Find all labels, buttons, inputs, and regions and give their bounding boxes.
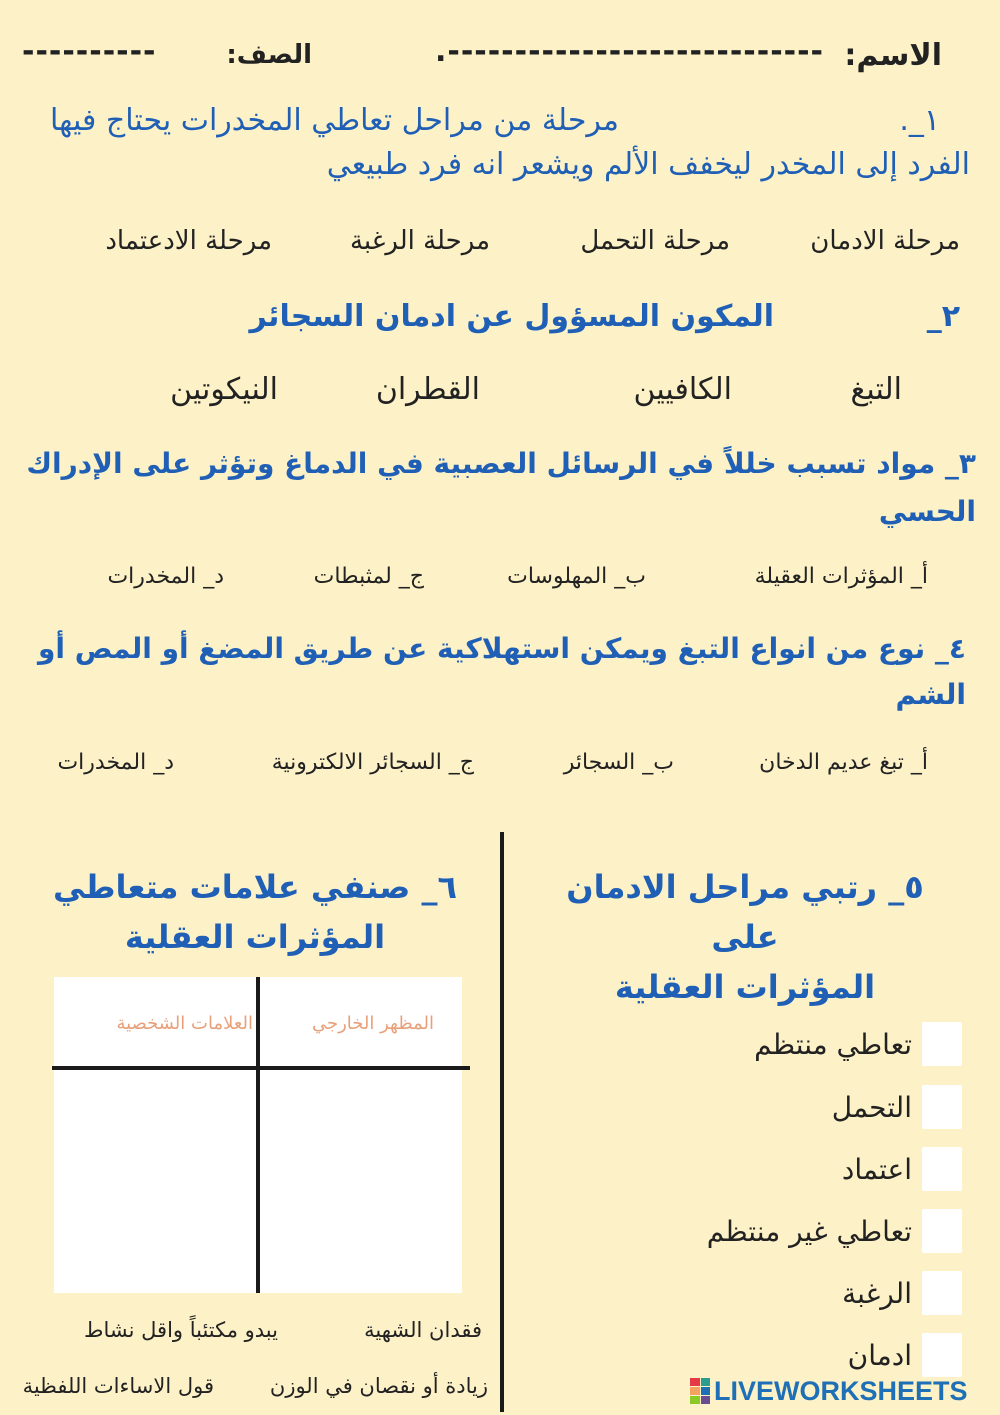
question-5-title-line1: ٥_ رتبي مراحل الادمان على — [566, 868, 924, 956]
question-5-title-line2: المؤثرات العقلية — [614, 968, 876, 1006]
question-2-text: المكون المسؤول عن ادمان السجائر — [249, 299, 774, 334]
rank-row-3 — [842, 1147, 962, 1191]
q4-option-b[interactable]: ب_ السجائر — [563, 750, 674, 775]
question-1-line1: مرحلة من مراحل تعاطي المخدرات يحتاج فيها — [50, 103, 620, 138]
question-5-title — [530, 862, 960, 1012]
question-6-title-line1: ٦_ صنفي علامات متعاطي — [53, 868, 457, 906]
drop-zone-appearance[interactable] — [262, 1070, 462, 1293]
question-6-title — [40, 862, 470, 962]
liveworksheets-brand: LIVEWORKSHEETS — [714, 1375, 968, 1406]
column-header-personal: العلامات الشخصية — [116, 1013, 253, 1034]
question-3-line2: الحسي — [878, 495, 976, 528]
question-2 — [25, 294, 970, 342]
drop-zone-personal[interactable] — [54, 1070, 256, 1293]
q3-option-c[interactable]: ج_ لمثبطات — [313, 564, 424, 589]
q3-option-b[interactable]: ب_ المهلوسات — [507, 564, 646, 589]
q4-option-d[interactable]: د_ المخدرات — [57, 750, 174, 775]
section-divider — [500, 832, 504, 1412]
question-2-number: ٢_ — [926, 299, 960, 334]
question-3 — [16, 440, 976, 536]
column-header-appearance: المظهر الخارجي — [311, 1013, 434, 1034]
question-4 — [16, 626, 966, 718]
rank-input-box[interactable] — [922, 1333, 962, 1377]
rank-input-box[interactable] — [922, 1022, 962, 1066]
rank-label: الرغبة — [842, 1276, 912, 1310]
rank-input-box[interactable] — [922, 1085, 962, 1129]
rank-input-box[interactable] — [922, 1209, 962, 1253]
drag-option[interactable]: يبدو مكتئباً واقل نشاط — [84, 1318, 278, 1342]
rank-input-box[interactable] — [922, 1147, 962, 1191]
question-3-line1: ٣_ مواد تسبب خللاً في الرسائل العصبية في الدماغ وتؤثر على الإدراك — [26, 447, 976, 480]
q2-option-1[interactable]: التبغ — [850, 372, 902, 407]
rank-row-6 — [848, 1333, 962, 1377]
question-1 — [25, 98, 970, 190]
drag-option[interactable]: قول الاساءات اللفظية — [22, 1374, 214, 1398]
student-info-header — [22, 34, 942, 78]
question-6-title-line2: المؤثرات العقلية — [124, 918, 386, 956]
name-label: الاسم: — [844, 38, 942, 73]
q3-option-a[interactable]: أ_ المؤثرات العقيلة — [754, 564, 928, 589]
rank-row-2 — [832, 1085, 962, 1129]
name-field[interactable]: ----------------------------. — [434, 34, 824, 69]
question-4-line2: الشم — [895, 678, 966, 711]
class-field[interactable]: ---------- — [22, 34, 157, 69]
rank-label: تعاطي غير منتظم — [706, 1214, 912, 1248]
question-1-line2: الفرد إلى المخدر ليخفف الألم ويشعر انه فرد طبيعي — [326, 147, 970, 182]
table-column-rule — [256, 977, 260, 1293]
rank-label: اعتماد — [841, 1152, 912, 1186]
rank-input-box[interactable] — [922, 1271, 962, 1315]
q1-option-1[interactable]: مرحلة الادمان — [810, 226, 960, 256]
q1-option-4[interactable]: مرحلة الادعتماد — [105, 226, 272, 256]
drag-option[interactable]: زيادة أو نقصان في الوزن — [269, 1374, 488, 1398]
rank-label: ادمان — [847, 1338, 912, 1372]
q2-option-2[interactable]: الكافيين — [633, 372, 732, 407]
rank-row-5 — [842, 1271, 962, 1315]
class-label: الصف: — [226, 40, 312, 70]
q2-option-4[interactable]: النيكوتين — [170, 372, 278, 407]
q4-option-c[interactable]: ج_ السجائر الالكترونية — [271, 750, 474, 775]
rank-row-1 — [754, 1022, 962, 1066]
rank-label: تعاطي منتظم — [754, 1027, 912, 1061]
q4-option-a[interactable]: أ_ تبغ عديم الدخان — [759, 750, 928, 775]
liveworksheets-logo[interactable] — [690, 1374, 968, 1408]
q1-option-3[interactable]: مرحلة الرغبة — [349, 226, 490, 256]
q3-option-d[interactable]: د_ المخدرات — [107, 564, 224, 589]
q1-option-2[interactable]: مرحلة التحمل — [580, 226, 730, 256]
rank-row-4 — [707, 1209, 962, 1253]
drag-option[interactable]: فقدان الشهية — [364, 1318, 482, 1342]
question-4-line1: ٤_ نوع من انواع التبغ ويمكن استهلاكية عن طريق المضغ أو المص أو — [37, 632, 966, 665]
q2-option-3[interactable]: القطران — [375, 372, 480, 407]
liveworksheets-logo-icon — [690, 1378, 710, 1404]
question-1-number: ١_. — [899, 103, 940, 138]
rank-label: التحمل — [831, 1090, 912, 1124]
